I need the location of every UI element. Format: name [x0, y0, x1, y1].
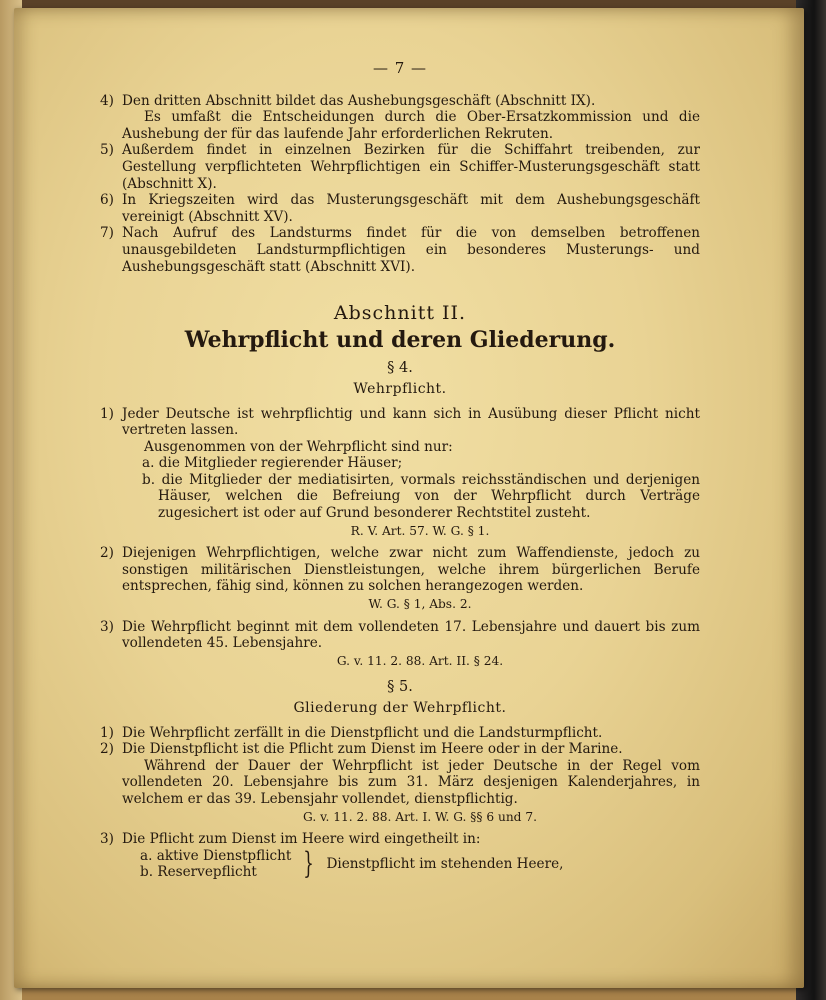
- para4-item-2: 2) Diejenigen Wehrpflichtigen, welche zwar nicht zum Waffendienste, jedoch zu sonstigen militärischen Dienstleistungen, welche ihrem bürgerlichen Berufe entsprechen, fähig sind, können zu solchen herangezogen werden.: [100, 545, 700, 595]
- section-title: Wehrpflicht und deren Gliederung.: [184, 326, 616, 353]
- section-heading: Abschnitt II.: [333, 302, 467, 325]
- para4-item-1-reference: R. V. Art. 57. W. G. § 1.: [350, 523, 490, 538]
- intro-item-5: 5) Außerdem findet in einzelnen Bezirken für die Schiffahrt treibenden, zur Gestellung verpflichteten Wehrpflichtigen ein Schiffer-Musterungsgeschäft statt (Abschnitt X).: [100, 142, 700, 192]
- para4-exceptions-intro: Ausgenommen von der Wehrpflicht sind nur:: [144, 438, 453, 455]
- para5-item-2: 2) Die Dienstpflicht ist die Pflicht zum Dienst im Heere oder in der Marine.: [100, 741, 623, 758]
- para4-item-3: 3) Die Wehrpflicht beginnt mit dem vollendeten 17. Lebensjahre und dauert bis zum vollendeten 45. Lebensjahre.: [100, 618, 700, 652]
- brace-list: [140, 848, 291, 881]
- paragraph-5-title: Gliederung der Wehrpflicht.: [293, 700, 507, 716]
- page-number: — 7 —: [372, 59, 428, 77]
- para5-item-3: 3) Die Pflicht zum Dienst im Heere wird eingetheilt in:: [100, 831, 481, 848]
- para5-item-3-a: a. aktive Dienstpflicht: [140, 847, 292, 864]
- book-page: [14, 8, 804, 988]
- para4-item-1: 1) Jeder Deutsche ist wehrpflichtig und kann sich in Ausübung dieser Pflicht nicht vertreten lassen.: [100, 405, 700, 439]
- para5-item-2-detail: Während der Dauer der Wehrpflicht ist jeder Deutsche in der Regel vom vollendeten 20. Lebensjahre bis zum 31. März desjenigen Kalenderjahres, in welchem er das 39. Lebensjahr vollendet, dienstpflichtig.: [122, 757, 700, 807]
- para5-item-3-group-label: Dienstpflicht im stehenden Heere,: [326, 856, 564, 873]
- para5-item-2-reference: G. v. 11. 2. 88. Art. I. W. G. §§ 6 und 7.: [303, 809, 537, 824]
- intro-item-4: 4) Den dritten Abschnitt bildet das Aushebungsgeschäft (Abschnitt IX).: [100, 92, 596, 109]
- intro-item-7: 7) Nach Aufruf des Landsturms findet für die von demselben betroffenen unausgebildeten Landsturmpflichtigen ein besonderes Musterungs- und Aushebungsgeschäft statt (Abschnitt XVI).: [100, 225, 700, 275]
- para5-item-3-brace-group: [100, 848, 700, 881]
- intro-item-4-detail: Es umfaßt die Entscheidungen durch die Ober-Ersatzkommission und die Aushebung der für das laufende Jahr erforderlichen Rekruten.: [122, 109, 700, 142]
- para4-exception-a: a. die Mitglieder regierender Häuser;: [142, 455, 403, 472]
- para4-item-3-reference: G. v. 11. 2. 88. Art. II. § 24.: [336, 653, 504, 668]
- paragraph-4-number: § 4.: [387, 360, 413, 377]
- page-text: [100, 60, 700, 881]
- intro-item-6: 6) In Kriegszeiten wird das Musterungsgeschäft mit dem Aushebungsgeschäft vereinigt (Abschnitt XV).: [100, 192, 700, 225]
- paragraph-4-title: Wehrpflicht.: [353, 380, 447, 397]
- para5-item-1: 1) Die Wehrpflicht zerfällt in die Dienstpflicht und die Landsturmpflicht.: [100, 724, 603, 741]
- para4-item-2-reference: W. G. § 1, Abs. 2.: [368, 597, 472, 612]
- para4-exception-b: b. die Mitglieder der mediatisirten, vormals reichsständischen und derjenigen Häuser, welchen die Befreiung von der Wehrpflicht durch Verträge zugesichert ist oder auf Grund besonderer Rechtstitel zusteht.: [142, 471, 700, 522]
- paragraph-5-number: § 5.: [387, 679, 413, 696]
- right-brace-icon: }: [303, 846, 315, 882]
- para5-item-3-b: b. Reservepflicht: [140, 864, 257, 881]
